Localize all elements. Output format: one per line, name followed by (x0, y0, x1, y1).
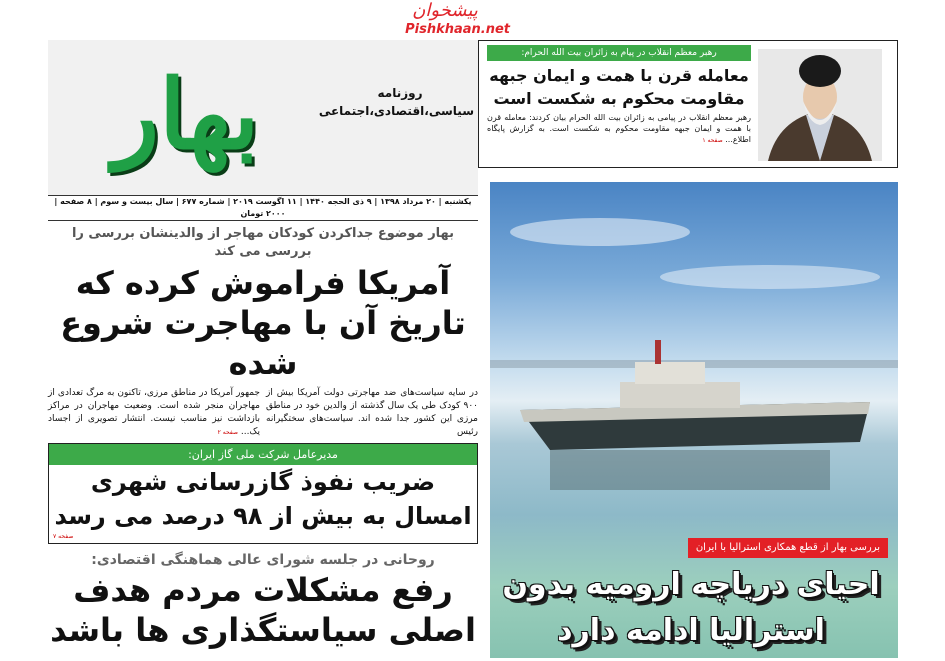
watermark (380, 0, 510, 40)
ship-illustration (490, 182, 898, 522)
photo-story-kicker: بررسی بهار از قطع همکاری استرالیا با ایران (688, 538, 888, 558)
lake-urmia-photo (490, 182, 898, 658)
top-story-body-text: رهبر معظم انقلاب در پیامی به زائران بیت الله الحرام بیان کردند: معامله قرن با همت و ایمان جبهه مقاومت محکوم به شکست است. به گزارش پایگاه اطلاع... (487, 113, 751, 144)
newspaper-logo: بهار (112, 58, 260, 171)
masthead-tagline (318, 84, 474, 120)
story2-page-ref[interactable]: صفحه ۷ (53, 533, 74, 540)
story3-kicker: روحانی در جلسه شورای عالی هماهنگی اقتصادی: (91, 552, 435, 568)
story1-leads (48, 387, 478, 439)
story1-lead-right: در سایه سیاست‌های ضد مهاجرتی دولت آمریکا بیش از ۹۰۰ کودک طی یک سال گذشته از والدین خود در مناطق مرزی این کشور جدا شده اند. سیاست‌های سختگیرانه رئیس (266, 388, 478, 437)
left-column (48, 195, 478, 661)
story1-page-ref[interactable]: صفحه ۲ (217, 429, 238, 436)
story1-headline[interactable]: آمریکا فراموش کرده که تاریخ آن با مهاجرت شروع شده (60, 264, 466, 382)
story1-lead-left (48, 387, 260, 439)
top-story-text (487, 45, 751, 163)
story3-headline[interactable]: رفع مشکلات مردم هدف اصلی سیاستگذاری ها باشد (50, 571, 476, 649)
top-story-body (487, 112, 751, 146)
date-bar: یکشنبه | ۲۰ مرداد ۱۳۹۸ | ۹ ذی الحجه ۱۴۴۰ | ۱۱ اگوست ۲۰۱۹ | شماره ۶۷۷ | سال بیست و سوم | ۸ صفحه | ۲۰۰۰ تومان (48, 195, 478, 221)
top-story-kicker: رهبر معظم انقلاب در پیام به زائران بیت الله الحرام: (487, 45, 751, 61)
portrait-photo (758, 49, 882, 161)
watermark-en: Pishkhaan.net (405, 22, 510, 37)
top-story-page-ref[interactable]: صفحه ۱ (702, 137, 723, 144)
top-story-box (478, 40, 898, 168)
story2-box (48, 443, 478, 544)
story1-lead-text: جمهور آمریکا در مناطق مرزی، تاکنون به مرگ تعدادی از مهاجران منجر شده است. وضعیت مهاجران در مراکز بازداشت نیز مناسب نیست. انتشار تصویری از اجساد یک... (48, 388, 260, 437)
story2-kicker: مدیرعامل شرکت ملی گاز ایران: (49, 444, 477, 465)
tagline-line1: روزنامه (377, 86, 423, 100)
photo-story-text (494, 538, 888, 654)
watermark-fa: پیشخوان (412, 0, 478, 21)
photo-story-headline[interactable]: احیای دریاچه ارومیه بدون استرالیا ادامه دارد (502, 567, 880, 648)
story2-headline[interactable]: ضریب نفوذ گازرسانی شهری امسال به بیش از ۹۸ درصد می رسد (54, 468, 472, 530)
top-story-headline[interactable]: معامله قرن با همت و ایمان جبهه مقاومت محکوم به شکست است (489, 66, 749, 108)
tagline-line2: سیاسی،اقتصادی،اجتماعی (318, 104, 474, 118)
story1-kicker: بهار موضوع جداکردن کودکان مهاجر از والدینشان بررسی را بررسی می کند (71, 226, 455, 259)
